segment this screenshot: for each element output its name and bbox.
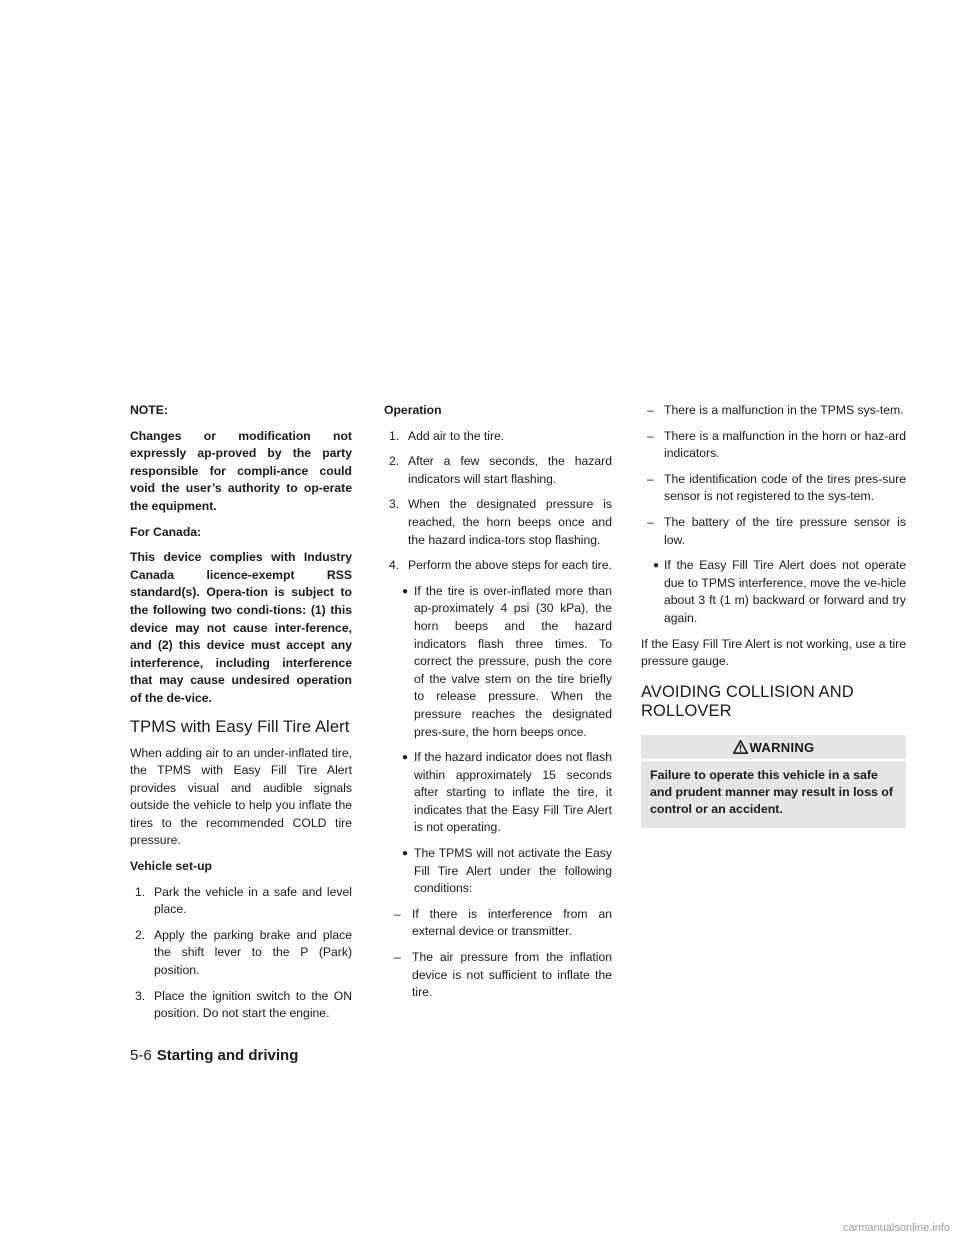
step-number: 3. xyxy=(389,497,400,512)
step-text: When the designated pressure is reached, the horn beeps once and the hazard indica-tors stop flashing. xyxy=(408,497,612,547)
step-number: 1. xyxy=(389,428,400,443)
step-text: Park the vehicle in a safe and level place. xyxy=(154,884,352,917)
warning-title: WARNING xyxy=(749,739,815,755)
warning-box xyxy=(641,735,906,828)
bullet-text: The TPMS will not activate the Easy Fill Tire Alert under the following conditions: xyxy=(414,846,612,896)
dash-text: If there is interference from an external device or transmitter. xyxy=(412,906,612,939)
bullet-icon: ● xyxy=(653,560,660,572)
bullet-item xyxy=(384,749,612,837)
operation-step-1 xyxy=(384,428,612,446)
dash-text: There is a malfunction in the TPMS sys-tem. xyxy=(664,403,904,417)
dash-item xyxy=(384,949,612,1002)
dash-mark: – xyxy=(647,471,654,486)
column-right xyxy=(641,402,906,828)
dash-mark: – xyxy=(394,950,401,965)
dash-item xyxy=(641,402,906,420)
warning-text: Failure to operate this vehicle in a safe and prudent manner may result in loss of control or an accident. xyxy=(650,768,894,816)
step-number: 1. xyxy=(135,884,146,899)
section-title: Starting and driving xyxy=(156,1047,299,1064)
avoiding-heading-line-1: AVOIDING COLLISION AND xyxy=(641,682,854,701)
note-text: Changes or modification not expressly ap-proved by the party responsible for compli-ance could void the user’s authority to op-erate the equipment. xyxy=(130,428,352,513)
bullet-item xyxy=(384,845,612,898)
tpms-intro: When adding air to an under-inflated tire, the TPMS with Easy Fill Tire Alert provides visual and audible signals outside the vehicle to help you inflate the tires to the recommended COLD tire pressure. xyxy=(130,745,352,848)
step-number: 3. xyxy=(135,988,146,1003)
bullet-text: If the Easy Fill Tire Alert does not operate due to TPMS interference, move the ve-hicle about 3 ft (1 m) backward or forward and try again. xyxy=(664,558,906,625)
page-footer xyxy=(130,1046,298,1066)
step-text: After a few seconds, the hazard indicators will start flashing. xyxy=(408,454,612,486)
dash-mark: – xyxy=(647,403,654,417)
gauge-text: If the Easy Fill Tire Alert is not working, use a tire pressure gauge. xyxy=(641,636,906,669)
dash-item xyxy=(641,471,906,506)
bullet-icon: ● xyxy=(402,752,409,764)
step-number: 2. xyxy=(389,454,400,469)
dash-item xyxy=(384,906,612,941)
operation-step-2 xyxy=(384,453,612,488)
setup-step-3 xyxy=(130,988,352,1023)
step-number: 4. xyxy=(389,558,400,573)
avoiding-heading xyxy=(641,683,906,721)
bullet-item xyxy=(384,583,612,741)
bullet-icon: ● xyxy=(402,848,409,860)
note-label: NOTE: xyxy=(130,403,168,417)
step-text: Perform the above steps for each tire. xyxy=(408,558,612,573)
watermark: carmanualsonline.info xyxy=(842,1222,950,1234)
setup-heading: Vehicle set-up xyxy=(130,859,212,874)
operation-step-3 xyxy=(384,496,612,549)
step-number: 2. xyxy=(135,927,146,942)
operation-heading: Operation xyxy=(384,403,442,417)
step-text: Apply the parking brake and place the shift lever to the P (Park) position. xyxy=(154,927,352,978)
step-text: Place the ignition switch to the ON position. Do not start the engine. xyxy=(154,988,352,1021)
step-text: Add air to the tire. xyxy=(408,428,505,443)
column-left xyxy=(130,402,352,1031)
canada-label: For Canada: xyxy=(130,524,202,539)
dash-text: The air pressure from the inflation device is not sufficient to inflate the tire. xyxy=(412,950,612,1000)
dash-item xyxy=(641,514,906,549)
dash-item xyxy=(641,428,906,463)
warning-header xyxy=(641,735,906,760)
setup-step-2 xyxy=(130,927,352,980)
dash-mark: – xyxy=(647,428,654,443)
bullet-text: If the hazard indicator does not flash within approximately 15 seconds after starting to inflate the tire, it indicates that the Easy Fill Tire Alert is not operating. xyxy=(414,750,612,835)
dash-mark: – xyxy=(647,514,654,529)
setup-step-1 xyxy=(130,884,352,919)
bullet-icon: ● xyxy=(402,585,409,597)
page-number: 5-6 xyxy=(130,1047,152,1064)
canada-text: This device complies with Industry Canada licence-exempt RSS standard(s). Opera-tion is subject to the following two condi-tions: (1) this device may not cause inter-ference, and (2) this device must accept any interference, including interference that may cause undesired operation of the de-vice. xyxy=(130,550,352,705)
operation-step-4 xyxy=(384,557,612,575)
dash-text: The battery of the tire pressure sensor is low. xyxy=(664,514,906,547)
avoiding-heading-line-2: ROLLOVER xyxy=(641,701,732,720)
tpms-heading: TPMS with Easy Fill Tire Alert xyxy=(130,717,350,736)
bullet-item xyxy=(641,557,906,627)
column-middle xyxy=(384,402,612,1010)
dash-text: There is a malfunction in the horn or haz-ard indicators. xyxy=(664,428,906,461)
warning-triangle-icon xyxy=(733,740,748,754)
bullet-text: If the tire is over-inflated more than ap-proximately 4 psi (30 kPa), the horn beeps and the hazard indicators flash three times. To correct the pressure, push the core of the valve stem on the tire briefly to release pressure. When the pressure reaches the designated pres-sure, the horn beeps once. xyxy=(414,583,612,739)
dash-mark: – xyxy=(394,906,401,921)
dash-text: The identification code of the tires pres-sure sensor is not registered to the sys-tem. xyxy=(664,471,906,504)
